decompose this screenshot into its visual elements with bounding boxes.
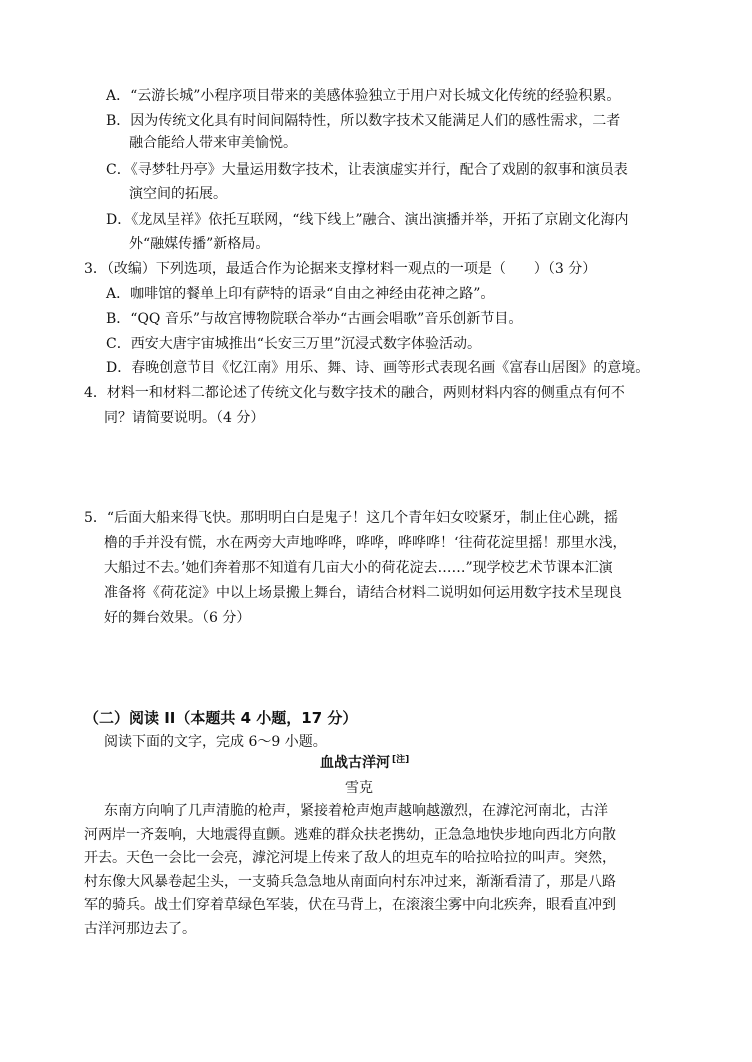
q2-option-d-line1: D．《龙凤呈祥》依托互联网，“线下线上”融合、演出演播并举，开拓了京剧文化海内 xyxy=(106,212,629,228)
q3-option-c: C．西安大唐宇宙城推出“长安三万里”沉浸式数字体验活动。 xyxy=(106,336,482,352)
article-para-line: 古洋河那边去了。 xyxy=(84,921,196,937)
q5-line5: 好的舞台效果。（6 分） xyxy=(104,610,251,626)
q3-option-d: D．春晚创意节目《忆江南》用乐、舞、诗、画等形式表现名画《富春山居图》的意境。 xyxy=(106,360,650,376)
q5-line1: 5．“后面大船来得飞快。那明明白白是鬼子！这几个青年妇女咬紧牙，制止住心跳，摇 xyxy=(84,510,619,526)
q3-option-a: A．咖啡馆的餐单上印有萨特的语录“自由之神经由花神之路”。 xyxy=(106,286,495,302)
q4-line2: 同？请简要说明。（4 分） xyxy=(104,410,265,426)
q2-option-c-line1: C．《寻梦牡丹亭》大量运用数字技术，让表演虚实并行，配合了戏剧的叙事和演员表 xyxy=(106,162,628,178)
q3-stem: 3．（改编）下列选项，最适合作为论据来支撑材料一观点的一项是（ ）（3 分） xyxy=(84,261,597,277)
article-para-line: 军的骑兵。战士们穿着草绿色军装，伏在马背上，在滚滚尘雾中向北疾奔，眼看直冲到 xyxy=(84,897,616,913)
section-heading: （二）阅读 II（本题共 4 小题，17 分） xyxy=(84,709,358,727)
q2-option-b-line1: B．因为传统文化具有时间间隔特性，所以数字技术又能满足人们的感性需求，二者 xyxy=(106,113,621,129)
article-title-text: 血战古洋河 xyxy=(320,755,390,771)
article-title xyxy=(320,753,409,773)
article-para-line: 村东像大风暴卷起尘头，一支骑兵急急地从南面向村东冲过来，渐渐看清了，那是八路 xyxy=(84,874,616,890)
q2-option-d-line2: 外“融媒传播”新格局。 xyxy=(129,236,270,252)
q5-line2: 橹的手并没有慌，水在两旁大声地哗哗，哗哗，哗哗哗！‘往荷花淀里摇！那里水浅， xyxy=(104,535,627,551)
section-instruction: 阅读下面的文字，完成 6～9 小题。 xyxy=(104,734,327,750)
q5-line4: 准备将《荷花淀》中以上场景搬上舞台，请结合材料二说明如何运用数字技术呈现良 xyxy=(104,585,622,601)
article-author: 雪克 xyxy=(345,780,373,796)
article-title-note: [注] xyxy=(392,755,410,765)
q3-option-b: B．“QQ 音乐”与故宫博物院联合举办“古画会唱歌”音乐创新节目。 xyxy=(106,311,523,327)
q2-option-c-line2: 演空间的拓展。 xyxy=(129,186,227,202)
article-para-line: 河两岸一齐轰响，大地震得直颤。逃难的群众扶老携幼，正急急地快步地向西北方向散 xyxy=(84,827,616,843)
article-para-line: 东南方向响了几声清脆的枪声，紧接着枪声炮声越响越激烈，在滹沱河南北，古洋 xyxy=(104,803,608,819)
q4-line1: 4．材料一和材料二都论述了传统文化与数字技术的融合，两则材料内容的侧重点有何不 xyxy=(84,385,625,401)
q2-option-b-line2: 融合能给人带来审美愉悦。 xyxy=(129,135,297,151)
q2-option-a: A．“云游长城”小程序项目带来的美感体验独立于用户对长城文化传统的经验积累。 xyxy=(106,88,621,104)
article-para-line: 开去。天色一会比一会亮，滹沱河堤上传来了敌人的坦克车的哈拉哈拉的叫声。突然， xyxy=(84,850,616,866)
q5-line3: 大船过不去。’她们奔着那不知道有几亩大小的荷花淀去……”现学校艺术节课本汇演 xyxy=(104,560,613,576)
